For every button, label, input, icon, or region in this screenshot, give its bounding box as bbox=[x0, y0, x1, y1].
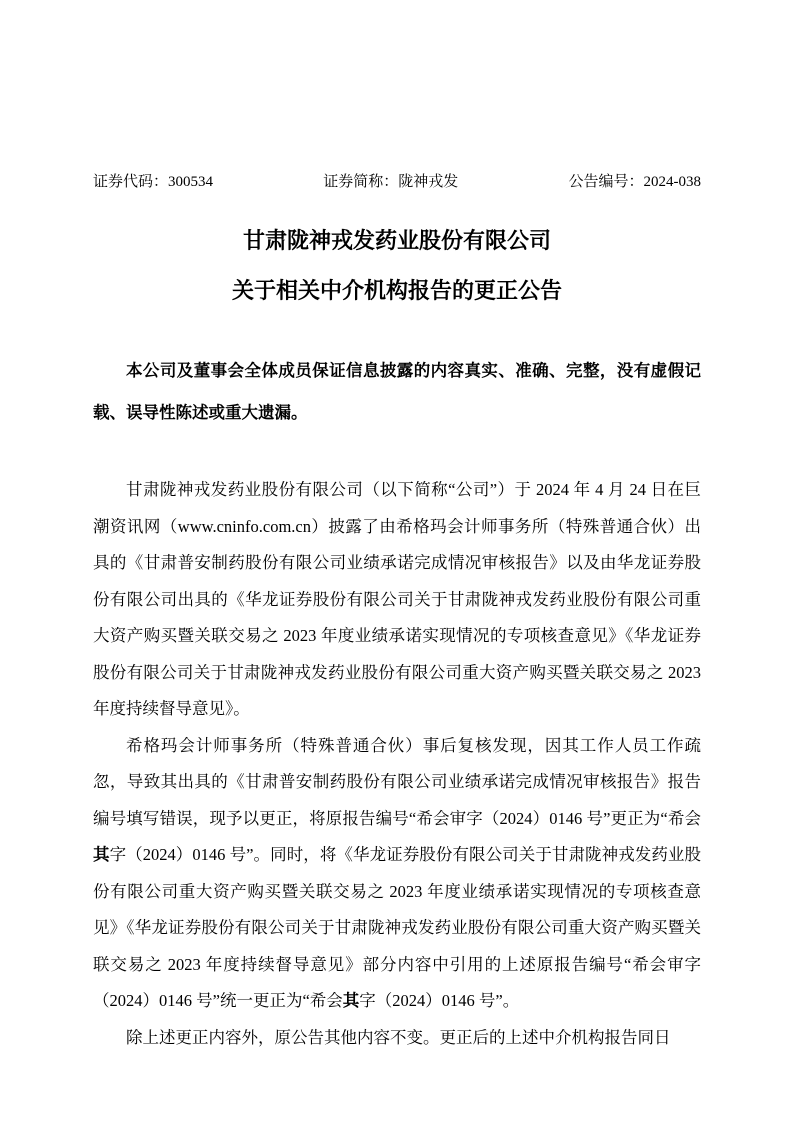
paragraph-text-segment: 希格玛会计师事务所（特殊普通合伙）事后复核发现，因其工作人员工作疏忽，导致其出具的《甘肃普安制药股份有限公司业绩承诺完成情况审核报告》报告编号填写错误，现予以更正，将原报告编号“希会审字（2024）0146 号”更正为“希会 bbox=[93, 735, 701, 828]
paragraph-correction bbox=[93, 728, 701, 1020]
board-guarantee-statement: 本公司及董事会全体成员保证信息披露的内容真实、准确、完整，没有虚假记载、误导性陈述或重大遗漏。 bbox=[93, 361, 701, 422]
stock-code: 证券代码：300534 bbox=[93, 174, 214, 190]
document-header bbox=[93, 172, 701, 192]
paragraph-text-segment: 字（2024）0146 号”。 bbox=[359, 991, 520, 1010]
announcement-number: 公告编号：2024-038 bbox=[568, 174, 701, 190]
paragraph-text-segment: 字（2024）0146 号”。同时，将《华龙证券股份有限公司关于甘肃陇神戎发药业股份有限公司重大资产购买暨关联交易之 2023 年度业绩承诺实现情况的专项核查意见》《华龙证券股份有限公司关于甘肃陇神戎发药业股份有限公司重大资产购买暨关联交易之 2023 年度持续督导意见》部分内容中引用的上述原报告编号“希会审字（2024）0146 号”统一更正为“希会 bbox=[93, 845, 701, 1010]
document-title-block bbox=[93, 228, 701, 304]
company-name-title: 甘肃陇神戎发药业股份有限公司 bbox=[242, 228, 551, 253]
paragraph-closing: 除上述更正内容外，原公告其他内容不变。更正后的上述中介机构报告同日 bbox=[126, 1027, 671, 1047]
corrected-code-emphasis: 其 bbox=[342, 991, 360, 1010]
corrected-code-emphasis: 其 bbox=[93, 845, 110, 864]
announcement-title: 关于相关中介机构报告的更正公告 bbox=[231, 278, 562, 303]
paragraph-disclosure: 甘肃陇神戎发药业股份有限公司（以下简称“公司”）于 2024 年 4 月 24 日在巨潮资讯网（www.cninfo.com.cn）披露了由希格玛会计师事务所（特殊普通合伙）出具的《甘肃普安制药股份有限公司业绩承诺完成情况审核报告》以及由华龙证券股份有限公司出具的《华龙证券股份有限公司关于甘肃陇神戎发药业股份有限公司重大资产购买暨关联交易之 2023 年度业绩承诺实现情况的专项核查意见》《华龙证券股份有限公司关于甘肃陇神戎发药业股份有限公司重大资产购买暨关联交易之 2023 年度持续督导意见》。 bbox=[93, 480, 701, 718]
stock-name: 证券简称：陇神戎发 bbox=[323, 174, 459, 190]
